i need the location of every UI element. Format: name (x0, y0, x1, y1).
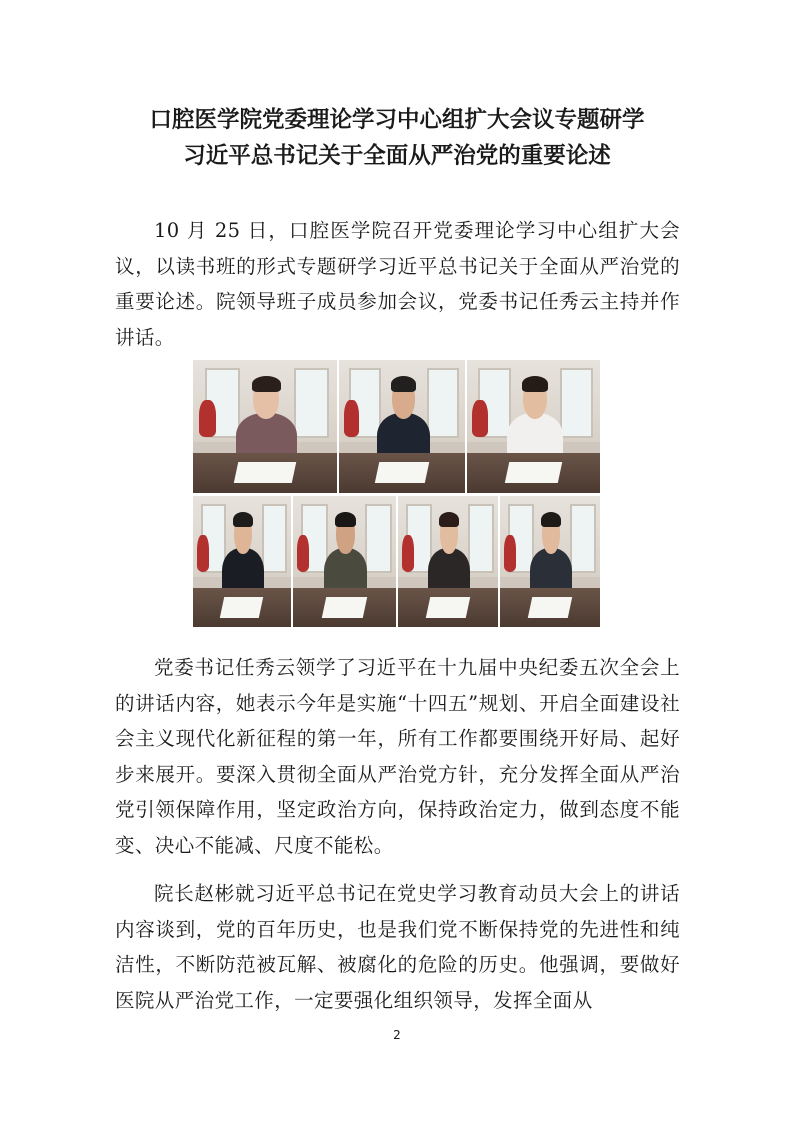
window-shape (262, 504, 288, 574)
document-paper (528, 597, 572, 618)
background-person (297, 535, 309, 572)
person-hair (335, 512, 356, 528)
person-hair (252, 376, 281, 392)
meeting-photo-7 (500, 496, 600, 627)
document-paper (220, 597, 264, 618)
background-person (197, 535, 209, 572)
person-hair (391, 376, 416, 392)
meeting-photo-1 (193, 360, 337, 493)
meeting-photo-4 (193, 496, 291, 627)
document-paper (234, 462, 296, 483)
window-shape (468, 504, 494, 574)
background-person (504, 535, 516, 572)
paragraph-2: 党委书记任秀云领学了习近平在十九届中央纪委五次全会上的讲话内容，她表示今年是实施“十四五”规划、开启全面建设社会主义现代化新征程的第一年，所有工作都要围绕开好局、起好步来展开。要深入贯彻全面从严治党方针，充分发挥全面从严治党引领保障作用，坚定政治方向，保持政治定力，做到态度不能变、决心不能减、尺度不能松。 (115, 656, 680, 857)
window-shape (365, 504, 392, 574)
document-paper (375, 462, 430, 483)
document-title (0, 102, 794, 174)
document-paper (322, 597, 368, 618)
paragraph-3: 院长赵彬就习近平总书记在党史学习教育动员大会上的讲话内容谈到，党的百年历史，也是我们党不断保持党的先进性和纯洁性，不断防范被瓦解、被腐化的危险的历史。他强调，要做好医院从严治党工作，一定要强化组织领导，发挥全面从 (115, 882, 680, 1012)
meeting-photo-3 (467, 360, 600, 493)
window-shape (427, 368, 459, 439)
background-person (402, 535, 414, 572)
meeting-photo-5 (293, 496, 396, 627)
person-hair (541, 512, 561, 528)
background-person (472, 400, 488, 437)
person-hair (233, 512, 253, 528)
window-shape (570, 504, 596, 574)
background-person (344, 400, 359, 437)
document-paper (505, 462, 563, 483)
person-hair (439, 512, 459, 528)
person-hair (522, 376, 549, 392)
window-shape (294, 368, 330, 439)
page-number: 2 (393, 1028, 401, 1042)
title-line-1: 口腔医学院党委理论学习中心组扩大会议专题研学 (149, 107, 645, 133)
background-person (199, 400, 216, 437)
window-shape (560, 368, 593, 439)
document-paper (426, 597, 470, 618)
title-line-2: 习近平总书记关于全面从严治党的重要论述 (183, 143, 611, 169)
paragraph-1: 10 月 25 日，口腔医学院召开党委理论学习中心组扩大会议，以读书班的形式专题研学习近平总书记关于全面从严治党的重要论述。院领导班子成员参加会议，党委书记任秀云主持并作讲话。 (115, 219, 680, 349)
meeting-photo-6 (398, 496, 498, 627)
meeting-photo-2 (339, 360, 465, 493)
